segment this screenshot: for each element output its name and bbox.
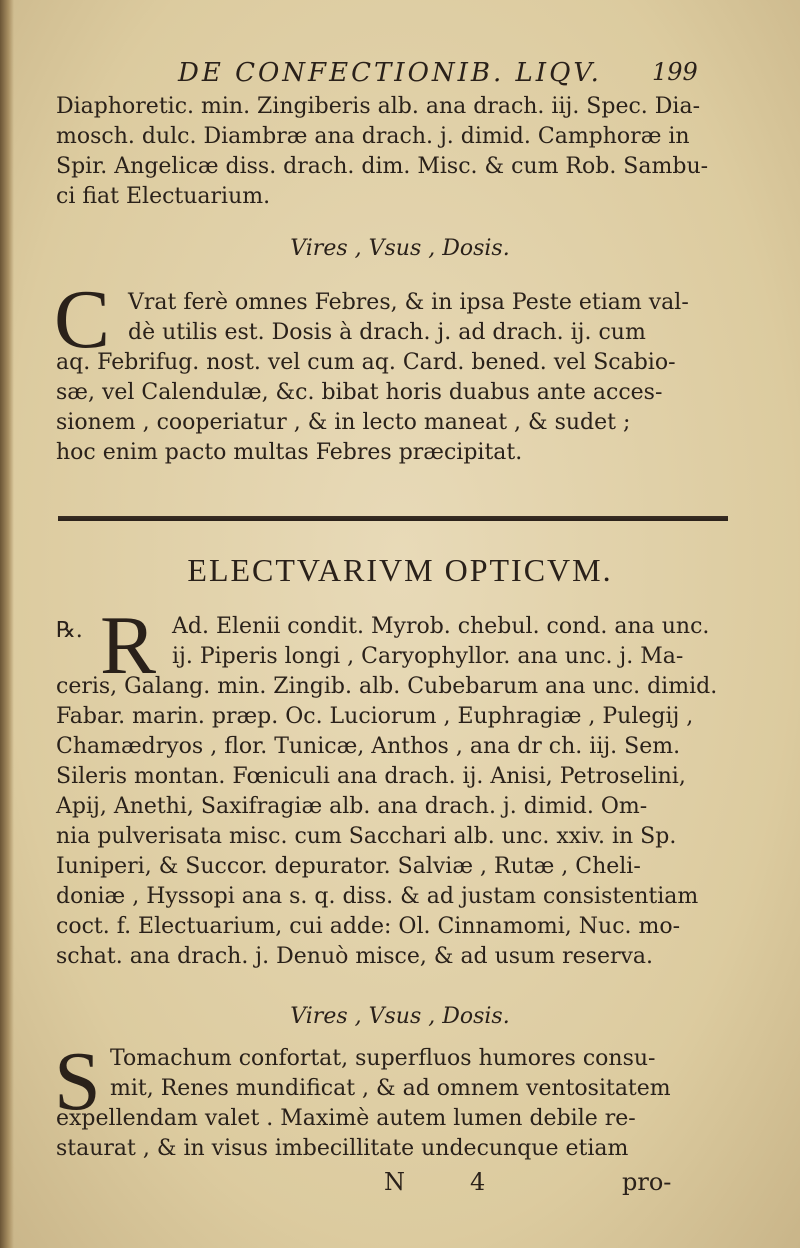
section-heading: Vires , Vsus , Dosis.: [290, 236, 510, 261]
page-spine-shadow: [0, 0, 14, 1248]
horizontal-rule: [58, 516, 728, 521]
text-line: nia pulverisata misc. cum Sacchari alb. unc. xxiv. in Sp.: [56, 824, 677, 849]
signature-mark: N: [384, 1168, 405, 1196]
recipe-symbol: ℞.: [56, 618, 83, 643]
text-line: aq. Febrifug. nost. vel cum aq. Card. bened. vel Scabio-: [56, 350, 676, 375]
text-line: schat. ana drach. j. Denuò misce, & ad usum reserva.: [56, 944, 654, 969]
running-head: DE CONFECTIONIB. LIQV.: [178, 58, 602, 88]
text-line: dè utilis est. Dosis à drach. j. ad drach. ij. cum: [128, 320, 646, 345]
text-line: Tomachum confortat, superfluos humores consu-: [110, 1046, 656, 1071]
drop-cap: S: [54, 1035, 101, 1128]
text-line: coct. f. Electuarium, cui adde: Ol. Cinnamomi, Nuc. mo-: [56, 914, 681, 939]
drop-cap: C: [54, 273, 111, 366]
page-number: 199: [652, 58, 698, 86]
text-line: mosch. dulc. Diambræ ana drach. j. dimid. Camphoræ in: [56, 124, 690, 149]
text-line: sæ, vel Calendulæ, &c. bibat horis duabus ante acces-: [56, 380, 663, 405]
signature-number: 4: [470, 1168, 486, 1196]
text-line: hoc enim pacto multas Febres præcipitat.: [56, 440, 523, 465]
text-line: Iuniperi, & Succor. depurator. Salviæ , Rutæ , Cheli-: [56, 854, 641, 879]
text-line: ij. Piperis longi , Caryophyllor. ana unc. j. Ma-: [172, 644, 684, 669]
text-line: staurat , & in visus imbecillitate undecunque etiam: [56, 1136, 629, 1161]
text-line: Apij, Anethi, Saxifragiæ alb. ana drach. j. dimid. Om-: [56, 794, 648, 819]
text-line: Diaphoretic. min. Zingiberis alb. ana drach. iij. Spec. Dia-: [56, 94, 701, 119]
text-line: Ad. Elenii condit. Myrob. chebul. cond. ana unc.: [172, 614, 710, 639]
text-line: doniæ , Hyssopi ana s. q. diss. & ad justam consistentiam: [56, 884, 699, 909]
text-line: ceris, Galang. min. Zingib. alb. Cubebarum ana unc. dimid.: [56, 674, 718, 699]
section-heading: Vires , Vsus , Dosis.: [290, 1004, 510, 1029]
text-line: sionem , cooperiatur , & in lecto maneat , & sudet ;: [56, 410, 631, 435]
catchword: pro-: [622, 1168, 672, 1196]
text-line: ci fiat Electuarium.: [56, 184, 271, 209]
text-line: mit, Renes mundificat , & ad omnem ventositatem: [110, 1076, 671, 1101]
text-line: Chamædryos , flor. Tunicæ, Anthos , ana dr ch. iij. Sem.: [56, 734, 681, 759]
text-line: expellendam valet . Maximè autem lumen debile re-: [56, 1106, 636, 1131]
text-line: Fabar. marin. præp. Oc. Luciorum , Euphragiæ , Pulegij ,: [56, 704, 694, 729]
text-line: Spir. Angelicæ diss. drach. dim. Misc. & cum Rob. Sambu-: [56, 154, 709, 179]
text-line: Vrat ferè omnes Febres, & in ipsa Peste etiam val-: [128, 290, 689, 315]
text-line: Sileris montan. Fœniculi ana drach. ij. Anisi, Petroselini,: [56, 764, 686, 789]
page-title: ELECTVARIVM OPTICVM.: [187, 552, 613, 588]
drop-cap: R: [100, 599, 157, 692]
